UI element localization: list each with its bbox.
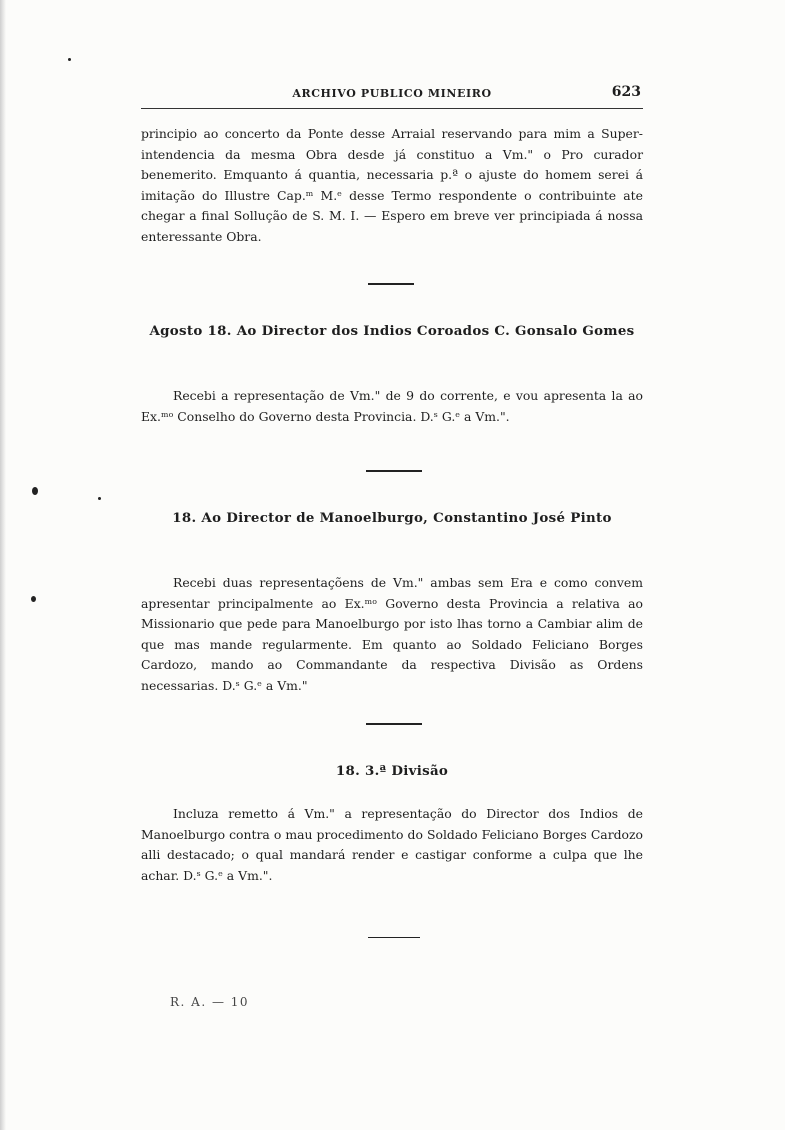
entry-body: Recebi a representação de Vm." de 9 do corrente, e vou apresenta la ao Ex.ᵐᵒ Conselho do Governo desta Provincia. D.ˢ G.ᵉ a Vm.". xyxy=(141,388,643,424)
ink-speck xyxy=(98,497,101,500)
ink-speck xyxy=(32,487,38,495)
running-header xyxy=(141,83,643,103)
entry-heading: Agosto 18. Ao Director dos Indios Coroados C. Gonsalo Gomes xyxy=(149,323,635,339)
entry-heading: 18. Ao Director de Manoelburgo, Constantino José Pinto xyxy=(172,510,612,526)
header-title: ARCHIVO PUBLICO MINEIRO xyxy=(292,87,492,100)
section-separator xyxy=(368,937,420,938)
entry-heading: 18. 3.ª Divisão xyxy=(335,763,449,779)
footer-signature: R. A. — 10 xyxy=(170,995,250,1009)
page-number: 623 xyxy=(611,84,641,100)
entry-body: Recebi duas representaçõens de Vm." ambas sem Era e como convem apresentar principalmente ao Ex.ᵐᵒ Governo desta Provincia a relativa ao Missionario que pede para Manoelburgo por isto lhas torno a Cambiar alim de que mas mande regularmente. Em quanto ao Soldado Feliciano Borges Cardozo, mando ao Commandante da respectiva Divisão as Ordens necessarias. D.ˢ G.ᵉ a Vm." xyxy=(141,575,643,693)
section-separator xyxy=(368,283,414,285)
section-separator xyxy=(366,470,422,472)
header-rule xyxy=(141,108,643,109)
entry-body: Incluza remetto á Vm." a representação do Director dos Indios de Manoelburgo contra o mau procedimento do Soldado Feliciano Borges Cardozo alli destacado; o qual mandará render e castigar conforme a culpa que lhe achar. D.ˢ G.ᵉ a Vm.". xyxy=(141,806,643,883)
ink-speck xyxy=(68,58,71,61)
ink-speck xyxy=(31,596,36,602)
intro-paragraph: principio ao concerto da Ponte desse Arraial reservando para mim a Super-intendencia da mesma Obra desde já constituo a Vm." o Pro curador benemerito. Emquanto á quantia, necessaria p.ª o ajuste do homem serei á imitação do Illustre Cap.ᵐ M.ᵉ desse Termo respondente o contribuinte ate chegar a final Sollução de S. M. I. — Espero em breve ver principiada á nossa enteressante Obra. xyxy=(141,126,643,244)
section-separator xyxy=(366,723,422,725)
binding-edge xyxy=(0,0,6,1130)
